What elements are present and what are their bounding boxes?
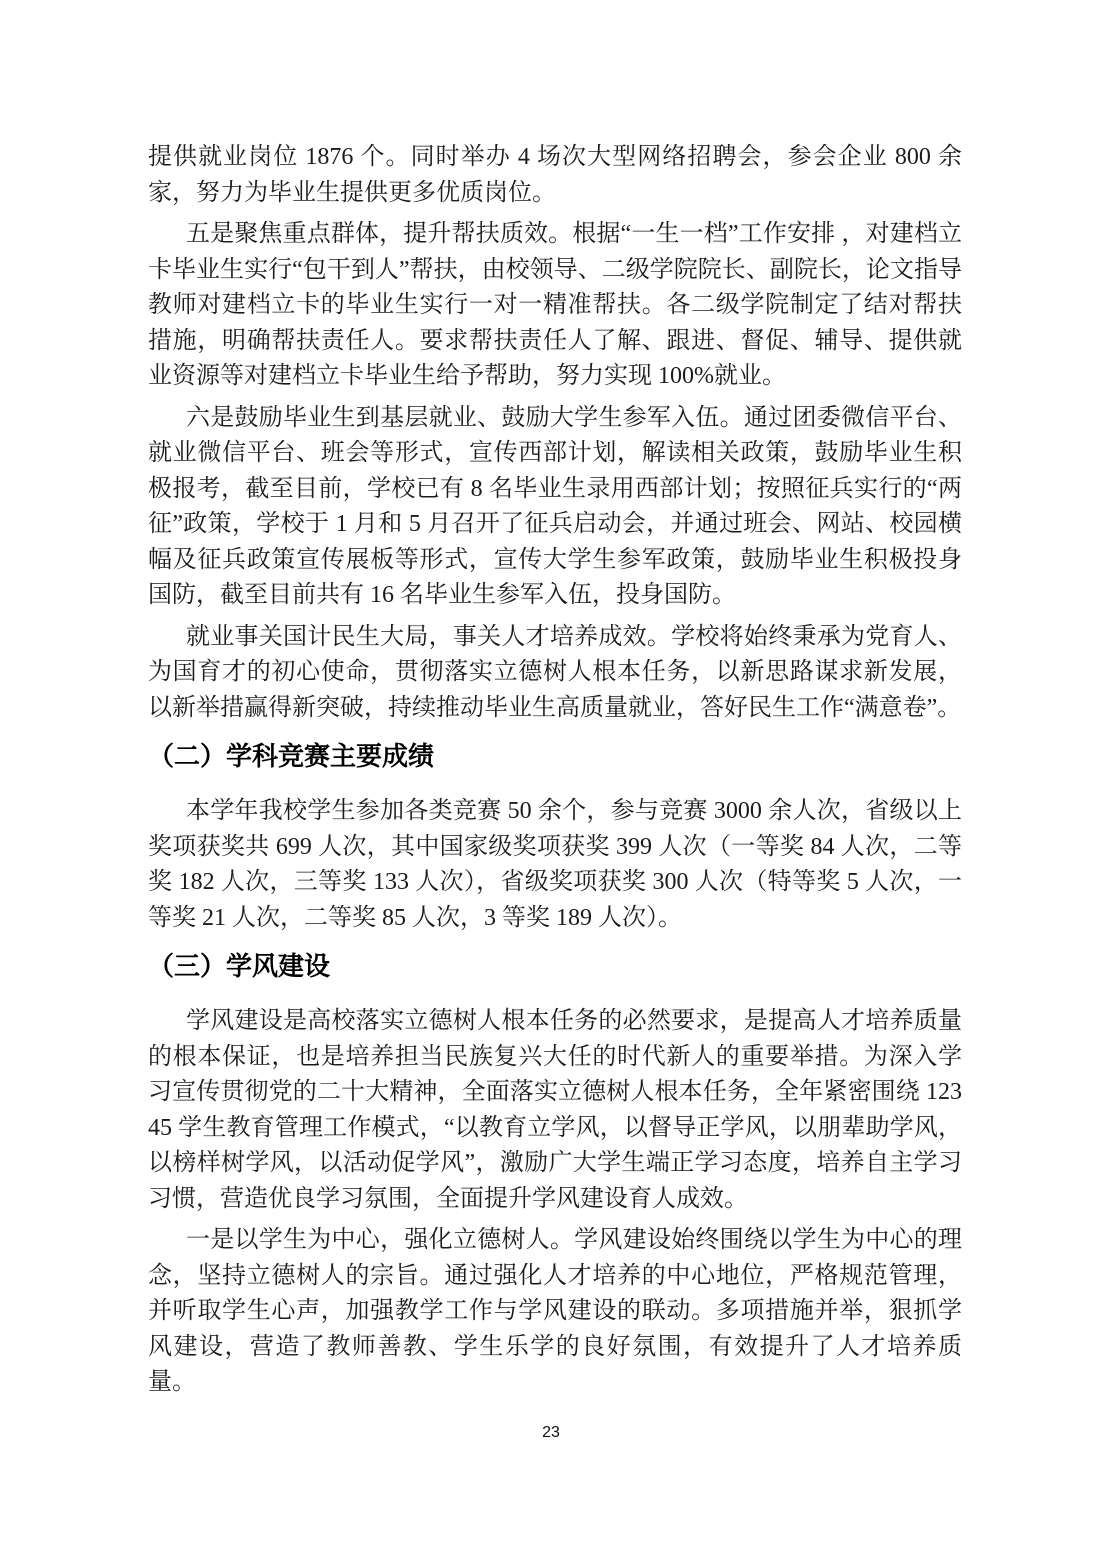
section-heading-competition-results: （二）学科竞赛主要成绩	[148, 741, 435, 771]
document-body	[148, 140, 962, 1407]
paragraph-employment-positions: 提供就业岗位 1876 个。同时举办 4 场次大型网络招聘会，参会企业 800 余家，努力为毕业生提供更多优质岗位。	[148, 144, 962, 206]
paragraph-study-style-overview: 学风建设是高校落实立德树人根本任务的必然要求，是提高人才培养质量的根本保证，也是培养担当民族复兴大任的时代新人的重要举措。为深入学习宣传贯彻党的二十大精神，全面落实立德树人根本任务，全年紧密围绕 12345 学生教育管理工作模式，“以教育立学风，以督导正学风，以朋辈助学风，以榜样树学风，以活动促学风”，激励广大学生端正学习态度，培养自主学习习惯，营造优良学习氛围，全面提升学风建设育人成效。	[148, 1008, 962, 1212]
paragraph-employment-conclusion: 就业事关国计民生大局，事关人才培养成效。学校将始终秉承为党育人、为国育才的初心使命，贯彻落实立德树人根本任务，以新思路谋求新发展，以新举措赢得新突破，持续推动毕业生高质量就业，答好民生工作“满意卷”。	[148, 623, 962, 721]
paragraph-five-key-groups-support: 五是聚焦重点群体，提升帮扶质效。根据“一生一档”工作安排 ，对建档立卡毕业生实行“包干到人”帮扶，由校领导、二级学院院长、副院长，论文指导教师对建档立卡的毕业生实行一对一精准帮扶。各二级学院制定了结对帮扶措施，明确帮扶责任人。要求帮扶责任人了解、跟进、督促、辅导、提供就业资源等对建档立卡毕业生给予帮助，努力实现 100%就业。	[148, 221, 962, 389]
paragraph-competition-statistics: 本学年我校学生参加各类竞赛 50 余个，参与竞赛 3000 余人次，省级以上奖项获奖共 699 人次，其中国家级奖项获奖 399 人次（一等奖 84 人次，二等奖 182 人次，三等奖 133 人次），省级奖项获奖 300 人次（特等奖 5 人次，一等奖 21 人次，二等奖 85 人次，3 等奖 189 人次）。	[148, 798, 962, 931]
paragraph-six-grassroots-military: 六是鼓励毕业生到基层就业、鼓励大学生参军入伍。通过团委微信平台、就业微信平台、班会等形式，宣传西部计划，解读相关政策，鼓励毕业生积极报考，截至目前，学校已有 8 名毕业生录用西部计划；按照征兵实行的“两征”政策，学校于 1 月和 5 月召开了征兵启动会，并通过班会、网站、校园横幅及征兵政策宣传展板等形式，宣传大学生参军政策，鼓励毕业生积极投身国防，截至目前共有 16 名毕业生参军入伍，投身国防。	[148, 404, 962, 608]
section-heading-study-style: （三）学风建设	[148, 951, 331, 981]
page-number: 23	[542, 1424, 560, 1441]
paragraph-student-centered: 一是以学生为中心，强化立德树人。学风建设始终围绕以学生为中心的理念，坚持立德树人的宗旨。通过强化人才培养的中心地位，严格规范管理，并听取学生心声，加强教学工作与学风建设的联动。多项措施并举，狠抓学风建设，营造了教师善教、学生乐学的良好氛围，有效提升了人才培养质量。	[148, 1227, 962, 1395]
